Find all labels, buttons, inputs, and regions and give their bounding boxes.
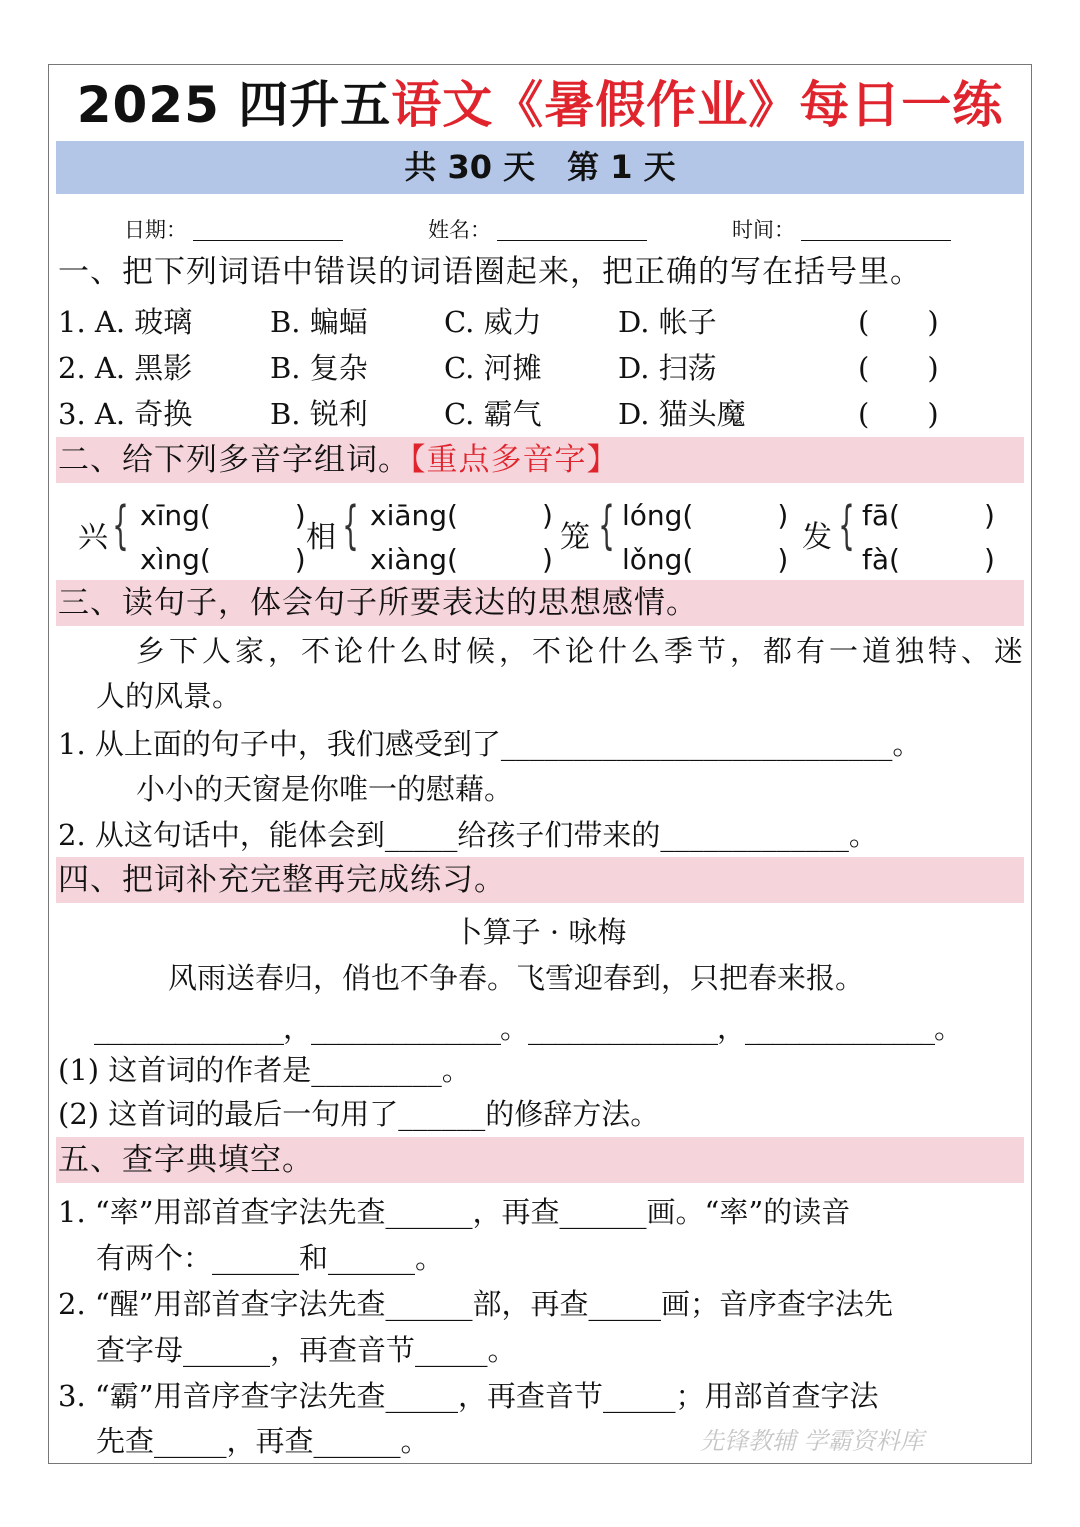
name-field[interactable] — [428, 214, 647, 246]
option-a: 2. A. 黑影 — [58, 351, 193, 385]
date-blank[interactable] — [193, 219, 343, 241]
section2-heading — [58, 438, 619, 482]
question-3-2[interactable]: 2. 从这句话中，能体会到_____给孩子们带来的_____________。 — [58, 818, 878, 852]
polyphone-char: 笼 — [560, 520, 590, 555]
time-label: 时间： — [732, 218, 795, 242]
option-c: C. 威力 — [444, 305, 542, 339]
question-5-2[interactable]: 2. “醒”用部首查字法先查______部，再查_____画；音序查字法先 — [58, 1287, 894, 1321]
question-row — [58, 392, 1018, 436]
question-5-2-cont[interactable]: 查字母______，再查音节_____。 — [96, 1333, 517, 1367]
pinyin-blank[interactable]: fā( ) — [862, 499, 995, 532]
option-b: B. 锐利 — [270, 397, 368, 431]
brace-icon: { — [342, 496, 359, 556]
option-a: 1. A. 玻璃 — [58, 305, 193, 339]
poem-title: 卜算子 · 咏梅 — [453, 915, 627, 949]
polyphone-char: 发 — [802, 520, 832, 555]
question-4-2[interactable]: (2) 这首词的最后一句用了______的修辞方法。 — [58, 1097, 660, 1131]
polyphone-char: 相 — [306, 520, 336, 555]
poem-blanks[interactable]: ______________，______________。______________，______________。 — [94, 1011, 963, 1045]
question-5-1-cont[interactable]: 有两个：______和______。 — [96, 1241, 445, 1275]
day-banner: 共 30 天 第 1 天 — [56, 141, 1024, 194]
name-label: 姓名： — [428, 218, 491, 242]
poem-text: 风雨送春归，俏也不争春。飞雪迎春到，只把春来报。 — [168, 961, 865, 995]
pinyin-blank[interactable]: fà( ) — [862, 543, 995, 576]
section4-heading: 四、把词补充完整再完成练习。 — [58, 862, 506, 898]
polyphone-char: 兴 — [78, 520, 108, 555]
name-blank[interactable] — [497, 219, 647, 241]
pinyin-blank[interactable]: xìng( ) — [140, 543, 306, 576]
option-b: B. 蝙蝠 — [270, 305, 368, 339]
watermark: 先锋教辅 学霸资料库 — [700, 1427, 924, 1455]
pinyin-blank[interactable]: lǒng( ) — [622, 543, 789, 576]
pinyin-blank[interactable]: xiàng( ) — [370, 543, 553, 576]
option-d: D. 扫荡 — [618, 351, 717, 385]
question-row — [58, 346, 1018, 390]
pinyin-blank[interactable]: xīng( ) — [140, 499, 306, 532]
question-4-1[interactable]: (1) 这首词的作者是_________。 — [58, 1053, 471, 1087]
section3-heading: 三、读句子，体会句子所要表达的思想感情。 — [58, 585, 698, 621]
date-field[interactable] — [124, 214, 343, 246]
option-c: C. 霸气 — [444, 397, 542, 431]
brace-icon: { — [598, 496, 615, 556]
section1-heading: 一、把下列词语中错误的词语圈起来，把正确的写在括号里。 — [58, 254, 922, 290]
section5-heading: 五、查字典填空。 — [58, 1142, 314, 1178]
title-subject: 语文《暑假作业》每日一练 — [391, 76, 1004, 134]
brace-icon: { — [112, 496, 129, 556]
question-5-1[interactable]: 1. “率”用部首查字法先查______，再查______画。“率”的读音 — [58, 1195, 851, 1229]
option-d: D. 猫头魔 — [618, 397, 746, 431]
answer-paren[interactable]: ( ) — [858, 305, 939, 339]
answer-paren[interactable]: ( ) — [858, 351, 939, 385]
time-blank[interactable] — [801, 219, 951, 241]
passage-line: 乡下人家，不论什么时候，不论什么季节，都有一道独特、迷 — [136, 634, 1028, 668]
answer-paren[interactable]: ( ) — [858, 397, 939, 431]
time-field[interactable] — [732, 214, 951, 246]
section2-title: 二、给下列多音字组词。 — [58, 442, 410, 478]
date-label: 日期： — [124, 218, 187, 242]
passage-line: 小小的天窗是你唯一的慰藉。 — [136, 772, 514, 806]
option-d: D. 帐子 — [618, 305, 717, 339]
option-a: 3. A. 奇换 — [58, 397, 193, 431]
page-title — [50, 72, 1030, 138]
passage-line: 人的风景。 — [96, 679, 242, 713]
question-3-1[interactable]: 1. 从上面的句子中，我们感受到了___________________________。 — [58, 727, 922, 761]
question-row — [58, 300, 1018, 344]
pinyin-blank[interactable]: lóng( ) — [622, 499, 789, 532]
pinyin-blank[interactable]: xiāng( ) — [370, 499, 553, 532]
option-b: B. 复杂 — [270, 351, 368, 385]
option-c: C. 河摊 — [444, 351, 542, 385]
brace-icon: { — [838, 496, 855, 556]
section2-tag: 【重点多音字】 — [410, 442, 619, 478]
title-grade: 2025 四升五 — [76, 76, 392, 134]
question-5-3[interactable]: 3. “霸”用音序查字法先查_____，再查音节_____；用部首查字法 — [58, 1379, 879, 1413]
question-5-3-cont[interactable]: 先查_____，再查______。 — [96, 1424, 430, 1458]
